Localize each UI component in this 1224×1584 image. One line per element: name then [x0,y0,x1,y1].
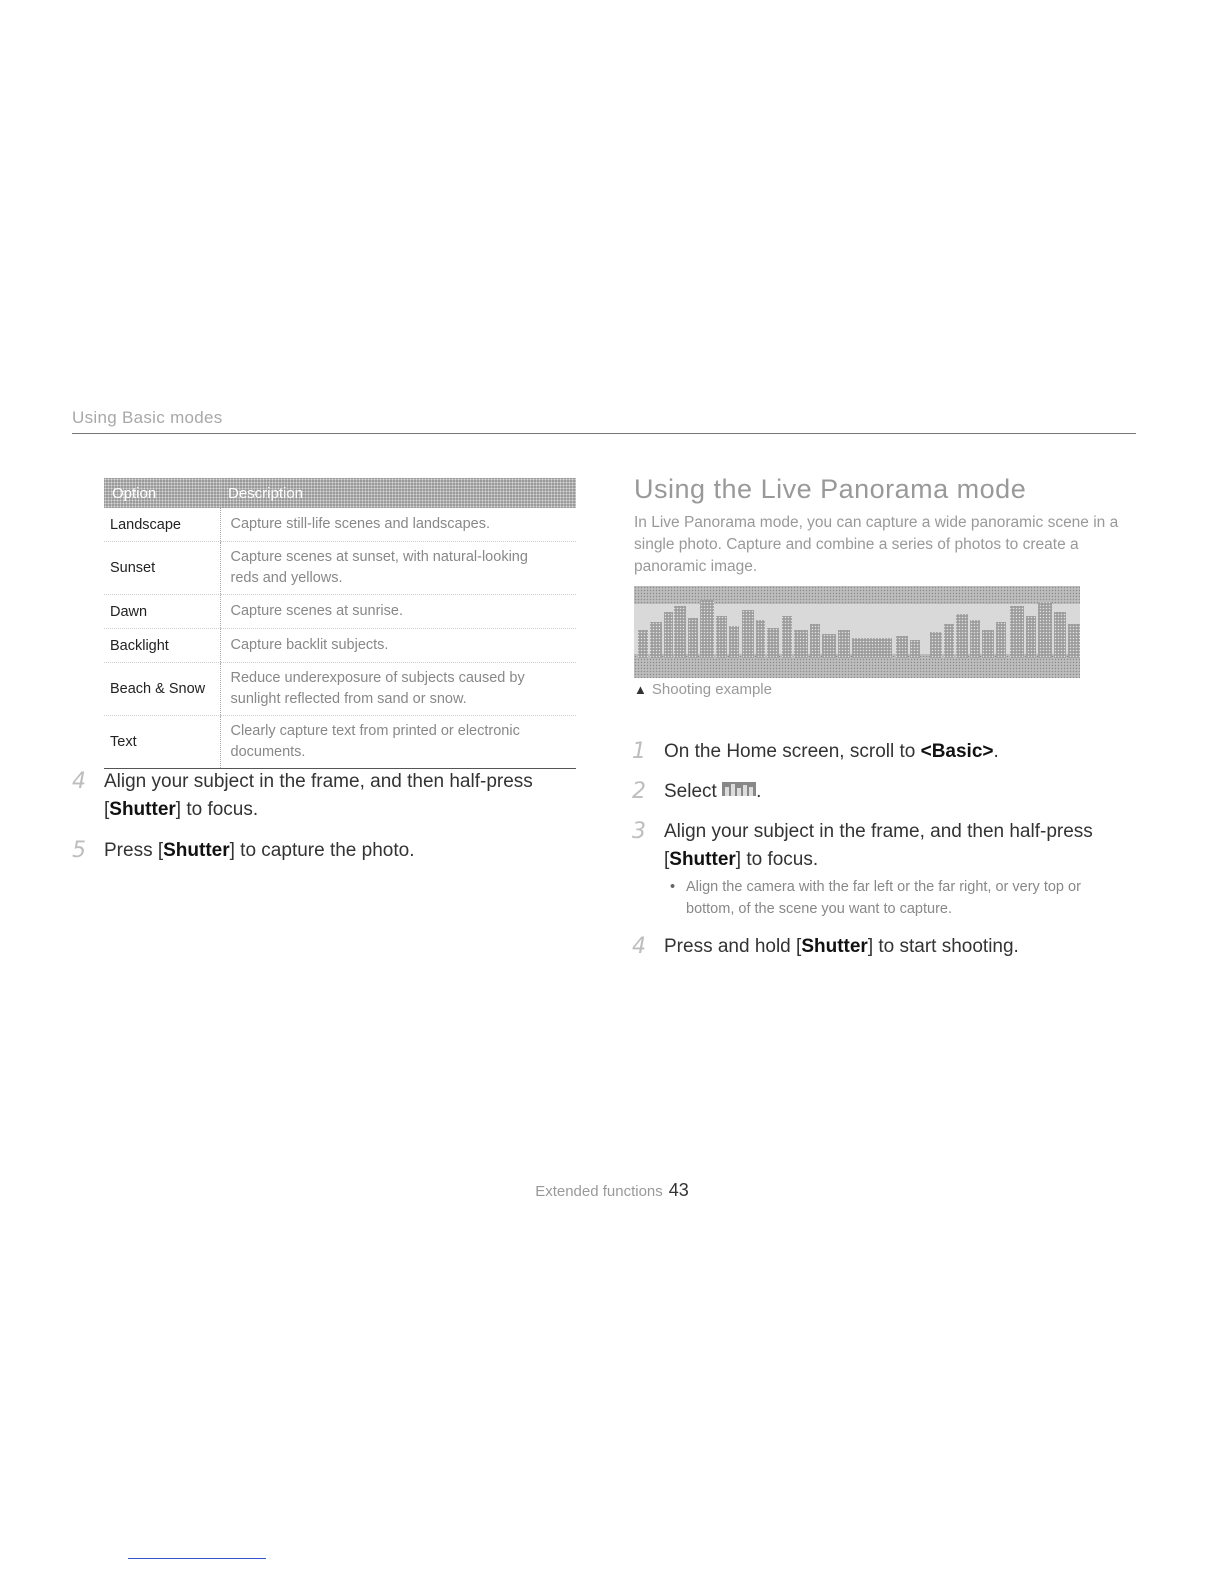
table-row [104,508,576,542]
left-step-5: 5 Press [Shutter] to capture the photo. [72,838,415,863]
option-name: Landscape [104,508,220,542]
shutter-key: Shutter [669,849,736,870]
shutter-key: Shutter [801,936,868,957]
right-step-2: 2 Select . [664,778,761,808]
table-row [104,629,576,663]
header-description: Description [220,478,576,508]
right-step-3: 3 Align your subject in the frame, and then half-press [Shutter] to focus. [632,819,1093,870]
right-step-1: 1 On the Home screen, scroll to <Basic>. [632,739,999,764]
step-3-tip: • Align the camera with the far left or the far right, or very top or bottom, of the scene you want to capture. [686,876,1081,920]
basic-menu-label: <Basic> [920,741,994,762]
bottom-link-underline [128,1558,266,1559]
option-name: Dawn [104,595,220,629]
shutter-key: Shutter [163,840,230,861]
table-row [104,595,576,629]
table-row [104,716,576,769]
step-number: 3 [632,819,646,844]
left-step-4: 4 Align your subject in the frame, and then half-press [Shutter] to focus. [72,769,533,820]
running-header: Using Basic modes [72,408,223,427]
bullet-icon: • [670,879,676,895]
option-name: Beach & Snow [104,663,220,716]
option-name: Sunset [104,542,220,595]
option-description: Capture scenes at sunset, with natural-looking reds and yellows. [220,542,576,595]
option-description: Reduce underexposure of subjects caused by sunlight reflected from sand or snow. [220,663,576,716]
image-caption: ▲ Shooting example [634,681,772,698]
step-number: 2 [632,779,646,804]
scene-options-table [104,478,576,769]
step-number: 5 [72,838,86,863]
step-number: 1 [632,739,646,764]
step-text: Align your subject in the frame, and then half-press [104,771,533,792]
section-title: Using the Live Panorama mode [634,474,1027,504]
table-row [104,663,576,716]
step-number: 4 [632,934,646,959]
option-description: Capture backlit subjects. [220,629,576,663]
table-row [104,542,576,595]
option-name: Backlight [104,629,220,663]
option-description: Clearly capture text from printed or electronic documents. [220,716,576,769]
option-name: Text [104,716,220,769]
panorama-example-image [634,586,1080,678]
triangle-icon: ▲ [634,682,647,697]
header-option: Option [104,478,220,508]
shutter-key: Shutter [109,799,176,820]
live-panorama-mode-icon [722,779,756,808]
page-footer [0,1180,1224,1201]
page-number: 43 [668,1180,689,1200]
right-step-4: 4 Press and hold [Shutter] to start shooting. [632,934,1019,959]
header-divider [72,433,1136,434]
option-description: Capture still-life scenes and landscapes. [220,508,576,542]
section-intro: In Live Panorama mode, you can capture a wide panoramic scene in a single photo. Capture and combine a series of photos to create a panoramic image. [634,514,1119,575]
option-description: Capture scenes at sunrise. [220,595,576,629]
table-header-row [104,478,576,508]
step-number: 4 [72,769,86,794]
footer-section-label: Extended functions [535,1183,663,1200]
